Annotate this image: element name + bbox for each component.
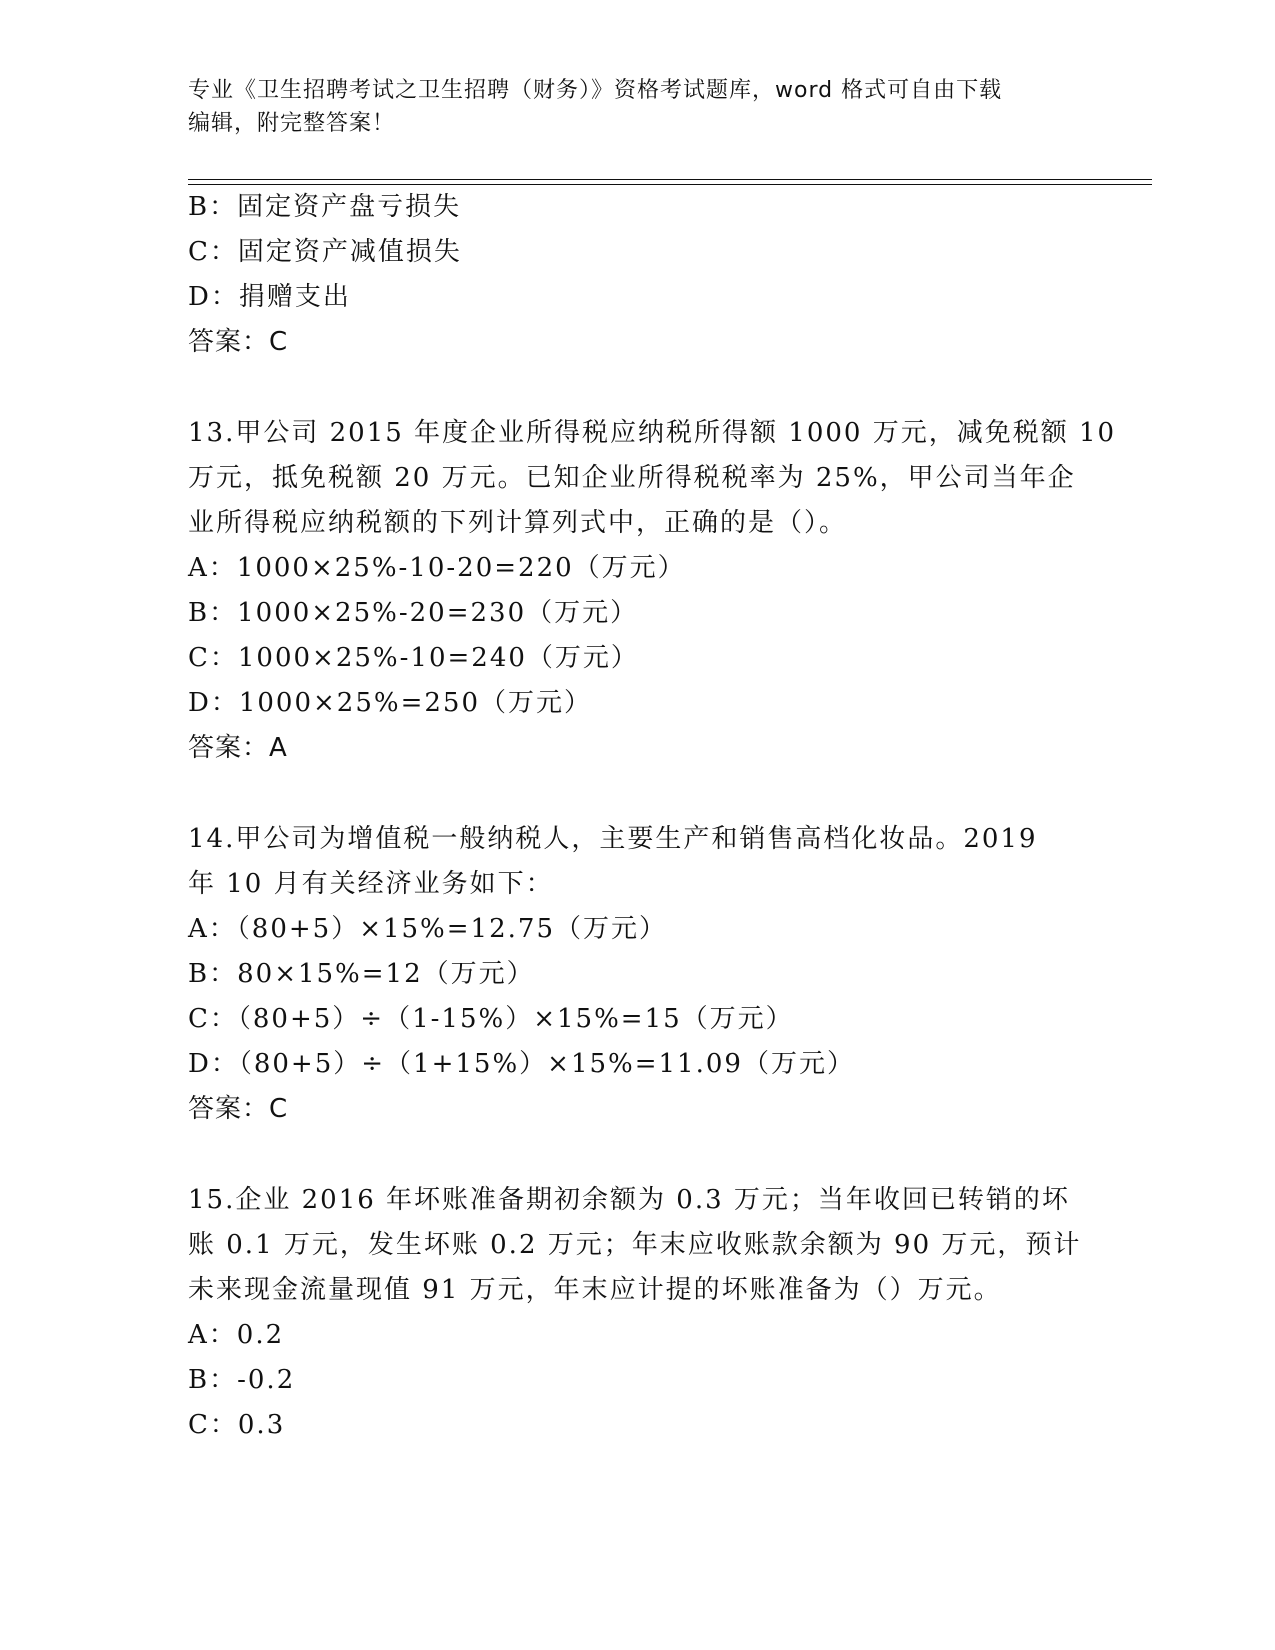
q14-option-d: D：（80+5）÷（1+15%）×15%=11.09（万元） [188,1049,855,1079]
header-divider-top [188,179,1152,180]
q15-option-a: A：0.2 [188,1320,285,1350]
header-line-2: 编辑，附完整答案！ [188,111,396,136]
q13-stem-line-3: 业所得税应纳税额的下列计算列式中，正确的是（）。 [188,508,848,538]
q13-option-a: A：1000×25%-10-20=220（万元） [188,553,686,583]
q13-option-c: C：1000×25%-10=240（万元） [188,643,639,673]
q13-stem-line-2: 万元，抵免税额 20 万元。已知企业所得税税率为 25%，甲公司当年企 [188,463,1076,493]
q15-stem-line-1: 15.企业 2016 年坏账准备期初余额为 0.3 万元；当年收回已转销的坏 [188,1185,1070,1215]
q15-option-c: C：0.3 [188,1410,286,1440]
q12-option-c: C：固定资产减值损失 [188,237,462,267]
q15-stem-line-3: 未来现金流量现值 91 万元，年末应计提的坏账准备为（）万元。 [188,1275,1002,1305]
q13-answer: 答案：A [188,733,288,763]
q14-option-c: C：（80+5）÷（1-15%）×15%=15（万元） [188,1004,794,1034]
q13-stem-line-1: 13.甲公司 2015 年度企业所得税应纳税所得额 1000 万元，减免税额 10 [188,418,1117,448]
q12-option-d: D：捐赠支出 [188,282,351,312]
q12-answer: 答案：C [188,327,289,357]
q15-option-b: B：-0.2 [188,1365,296,1395]
q14-stem-line-1: 14.甲公司为增值税一般纳税人，主要生产和销售高档化妆品。2019 [188,824,1038,854]
document-header [188,74,1068,140]
q13-option-b: B：1000×25%-20=230（万元） [188,598,639,628]
q14-option-a: A：（80+5）×15%=12.75（万元） [188,914,667,944]
header-line-1: 专业《卫生招聘考试之卫生招聘（财务）》资格考试题库，word 格式可自由下载 [188,78,1003,103]
header-divider-bottom [188,184,1152,185]
q13-option-d: D：1000×25%=250（万元） [188,688,592,718]
q14-option-b: B：80×15%=12（万元） [188,959,535,989]
q12-option-b: B：固定资产盘亏损失 [188,192,462,222]
q15-stem-line-2: 账 0.1 万元，发生坏账 0.2 万元；年末应收账款余额为 90 万元，预计 [188,1230,1082,1260]
q14-answer: 答案：C [188,1094,289,1124]
q14-stem-line-2: 年 10 月有关经济业务如下： [188,869,554,899]
